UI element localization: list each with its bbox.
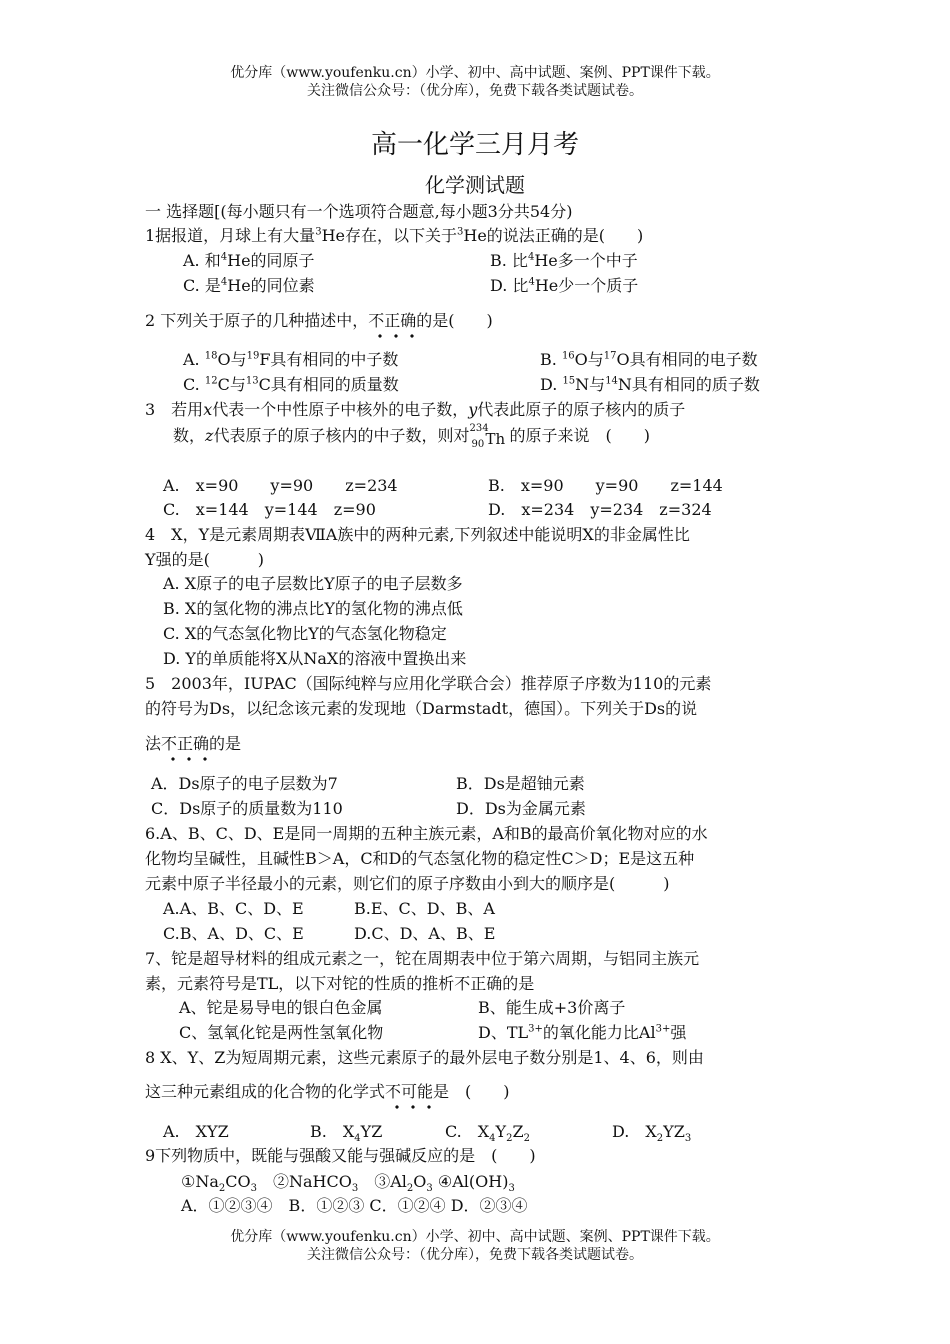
question-5-line-2: 的符号为Ds，以纪念该元素的发现地（Darmstadt，德国）。下列关于Ds的说 (145, 699, 698, 718)
q2-opt-mass: 13 (245, 375, 259, 387)
q1-stem-part: 1据报道，月球上有大量 (145, 226, 316, 245)
q2-option-a (183, 348, 398, 372)
q9-item-text: CO (225, 1172, 251, 1191)
q2-opt-mass: 19 (246, 350, 260, 362)
q9-subscript: 3 (426, 1183, 433, 1195)
q2-opt-text: F具有相同的中子数 (259, 350, 399, 369)
header-line-1: 优分库（www.youfenku.cn）小学、初中、高中试题、案例、PPT课件下载。 (230, 65, 720, 81)
q3-text: 代表一个中性原子中核外的电子数， (212, 400, 469, 419)
q8-option-d (612, 1120, 691, 1144)
q4-option-a: A. X原子的电子层数比Y原子的电子层数多 (163, 574, 463, 593)
q2-opt-text: O与 (574, 350, 604, 369)
q2-option-d (540, 373, 760, 397)
q5-option-b: B．Ds是超铀元素 (456, 774, 585, 793)
q2-opt-mass: 15 (562, 375, 576, 387)
q2-opt-mass: 12 (204, 375, 218, 387)
question-3-line-2 (173, 424, 650, 449)
question-5-line-3 (145, 732, 241, 756)
question-4-line-2: Y强的是( ) (145, 550, 265, 569)
q8-opt-text: YZ (663, 1122, 685, 1141)
q8-opt-text: Z (512, 1122, 524, 1141)
nuclide-mass-number: 234 (469, 422, 489, 434)
q8-opt-text: D. X (612, 1122, 657, 1141)
footer-line-1: 优分库（www.youfenku.cn）小学、初中、高中试题、案例、PPT课件下载。 (230, 1229, 720, 1245)
q2-option-c (183, 373, 399, 397)
q1-opt-text: B. 比 (490, 251, 528, 270)
q2-opt-mass: 18 (204, 350, 218, 362)
question-3-line-1 (145, 398, 685, 422)
q1-opt-text: C. 是 (183, 276, 221, 295)
q8-option-a: A. XYZ (163, 1122, 229, 1141)
question-7-line-2: 素，元素符号是TL，以下对铊的性质的推析不正确的是 (145, 974, 535, 993)
q9-subscript: 3 (351, 1183, 359, 1195)
q2-opt-mass: 14 (605, 375, 618, 387)
q6-option-c: C.B、A、D、C、E (163, 924, 304, 943)
q7-opt-text: D、TL (478, 1023, 529, 1042)
q7-option-b: B、能生成+3价离子 (478, 998, 626, 1017)
q3-option-b: B. x=90 y=90 z=144 (488, 476, 723, 495)
exam-subtitle: 化学测试题 (425, 173, 525, 197)
q2-stem-part: 2 下列关于原子的几种描述中， (145, 311, 369, 330)
q2-opt-text: O具有相同的电子数 (616, 350, 758, 369)
q3-var-z: z (205, 426, 214, 445)
q3-text: 3 若用 (145, 400, 204, 419)
q1-stem-part: He存在，以下关于 (321, 226, 457, 245)
q3-option-a: A. x=90 y=90 z=234 (163, 476, 398, 495)
question-8-line-1: 8 X、Y、Z为短周期元素，这些元素原子的最外层电子数分别是1、4、6，则由 (145, 1048, 704, 1067)
q4-option-d: D. Y的单质能将X从NaX的溶液中置换出来 (163, 649, 467, 668)
footer-line-2: 关注微信公众号：（优分库），免费下载各类试题试卷。 (307, 1247, 643, 1263)
q6-option-b: B.E、C、D、B、A (354, 899, 495, 918)
q9-item-text: ①Na (181, 1172, 219, 1191)
q3-text: 代表原子的原子核内的中子数，则对 (213, 426, 470, 445)
q2-option-b (540, 348, 758, 372)
q1-mass: 3 (315, 226, 322, 238)
q9-item-text: O (413, 1172, 427, 1191)
header-line-2: 关注微信公众号：（优分库），免费下载各类试题试卷。 (307, 83, 643, 99)
q8-opt-text: Y (495, 1122, 507, 1141)
q2-stem-part: 的是( ) (416, 311, 493, 330)
q2-opt-text: D. (540, 375, 563, 394)
q3-option-c: C. x=144 y=144 z=90 (163, 500, 376, 519)
q1-mass: 3 (457, 226, 464, 238)
nuclide-atomic-number: 90 (471, 438, 485, 450)
page-footer (0, 1228, 950, 1264)
q2-opt-text: O与 (217, 350, 247, 369)
q3-text: 代表此原子的原子核内的质子 (477, 400, 686, 419)
question-2-stem (145, 309, 493, 333)
q7-option-d (478, 1021, 686, 1045)
question-6-line-1: 6.A、B、C、D、E是同一周期的五种主族元素，A和B的最高价氧化物对应的水 (145, 824, 708, 843)
page-header (0, 64, 950, 100)
q2-opt-text: N与 (575, 375, 606, 394)
q2-opt-text: C. (183, 375, 205, 394)
q8-text: 这三种元素组成的化合物的化学式 (145, 1082, 386, 1101)
question-5-line-1: 5 2003年，IUPAC（国际纯粹与应用化学联合会）推荐原子序数为110的元素 (145, 674, 712, 693)
q9-item-text: ④Al(OH) (432, 1172, 509, 1191)
q8-subscript: 2 (656, 1133, 664, 1145)
exam-title: 高一化学三月月考 (370, 130, 579, 160)
q4-option-c: C. X的气态氢化物比Y的气态氢化物稳定 (163, 624, 447, 643)
q8-opt-text: C. X (445, 1122, 490, 1141)
q1-option-a (183, 249, 315, 273)
q1-opt-mass: 4 (220, 276, 228, 288)
q8-subscript: 3 (684, 1133, 692, 1145)
q5-option-d: D．Ds为金属元素 (456, 799, 586, 818)
q8-opt-text: B. X (310, 1122, 355, 1141)
question-9-stem: 9下列物质中，既能与强酸又能与强碱反应的是 ( ) (145, 1146, 536, 1165)
q9-subscript: 3 (250, 1183, 257, 1195)
q3-var-y: y (468, 400, 478, 419)
question-4-line-1: 4 X，Y是元素周期表ⅦA族中的两种元素,下列叙述中能说明X的非金属性比 (145, 525, 690, 544)
q1-opt-text: A. 和 (183, 251, 221, 270)
q8-subscript: 2 (506, 1133, 513, 1145)
q3-text: 数， (173, 426, 206, 445)
q2-emphasis: 不正确 (368, 311, 417, 330)
q9-item-text: ③Al (358, 1172, 407, 1191)
q8-opt-text: YZ (360, 1122, 383, 1141)
q2-opt-mass: 17 (603, 350, 617, 362)
question-6-line-3: 元素中原子半径最小的元素，则它们的原子序数由小到大的顺序是( ) (145, 874, 670, 893)
q1-opt-text: He的同原子 (227, 251, 315, 270)
q1-opt-text: He少一个质子 (534, 276, 639, 295)
q1-option-d (490, 274, 638, 298)
q2-opt-mass: 16 (561, 350, 575, 362)
q7-option-c: C、氢氧化铊是两性氢氧化物 (179, 1023, 384, 1042)
q5-text: 的是 (209, 734, 242, 753)
q9-items (181, 1170, 515, 1194)
section-heading: 一 选择题[(每小题只有一个选项符合题意,每小题3分共54分) (145, 202, 573, 221)
q2-opt-text: B. (540, 350, 562, 369)
q1-opt-text: He多一个中子 (534, 251, 638, 270)
q9-subscript: 2 (406, 1183, 414, 1195)
q8-text: 是 ( ) (433, 1082, 510, 1101)
q1-opt-mass: 4 (528, 276, 535, 288)
q8-option-b (310, 1120, 382, 1144)
q5-emphasis: 不正确 (161, 734, 210, 753)
q2-opt-text: C与 (217, 375, 246, 394)
question-6-line-2: 化物均呈碱性，且碱性B＞A，C和D的气态氢化物的稳定性C＞D；E是这五种 (145, 849, 695, 868)
q1-opt-text: He的同位素 (227, 276, 315, 295)
q9-subscript: 2 (218, 1183, 226, 1195)
q1-opt-mass: 4 (527, 251, 535, 263)
question-1-stem (145, 224, 643, 248)
q3-var-x: x (203, 400, 213, 419)
q9-options: A．①②③④ B．①②③ C．①②④ D．②③④ (181, 1196, 528, 1215)
q8-option-c (445, 1120, 530, 1144)
q2-opt-text: C具有相同的质量数 (258, 375, 399, 394)
q9-subscript: 3 (508, 1183, 515, 1195)
q2-opt-text: A. (183, 350, 205, 369)
q7-charge: 3+ (528, 1023, 543, 1035)
question-7-line-1: 7、铊是超导材料的组成元素之一，铊在周期表中位于第六周期，与铝同主族元 (145, 949, 700, 968)
q8-subscript: 4 (489, 1133, 496, 1145)
q7-option-a: A、铊是易导电的银白色金属 (179, 998, 383, 1017)
q1-option-c (183, 274, 315, 298)
q8-subscript: 4 (354, 1133, 361, 1145)
q5-option-c: C．Ds原子的质量数为110 (151, 799, 343, 818)
q1-opt-text: D. 比 (490, 276, 529, 295)
q1-option-b (490, 249, 638, 273)
q5-text: 法 (145, 734, 162, 753)
q6-option-d: D.C、D、A、B、E (354, 924, 496, 943)
q8-subscript: 2 (523, 1133, 530, 1145)
q2-opt-text: N具有相同的质子数 (617, 375, 760, 394)
q8-emphasis: 不可能 (385, 1082, 434, 1101)
q3-option-d: D. x=234 y=234 z=324 (488, 500, 712, 519)
q1-stem-part: He的说法正确的是( ) (463, 226, 644, 245)
q7-opt-text: 强 (670, 1023, 687, 1042)
q7-charge: 3+ (655, 1023, 671, 1035)
q1-opt-mass: 4 (220, 251, 228, 263)
q6-option-a: A.A、B、C、D、E (163, 899, 304, 918)
q9-item-text: ②NaHCO (257, 1172, 352, 1191)
question-8-line-2 (145, 1080, 510, 1104)
thorium-nuclide (469, 422, 509, 450)
nuclide-symbol: Th (485, 429, 506, 448)
q3-text: 的原子来说 ( ) (509, 426, 650, 445)
q4-option-b: B. X的氢化物的沸点比Y的氢化物的沸点低 (163, 599, 463, 618)
q5-option-a: A．Ds原子的电子层数为7 (151, 774, 338, 793)
q7-opt-text: 的氧化能力比Al (542, 1023, 656, 1042)
